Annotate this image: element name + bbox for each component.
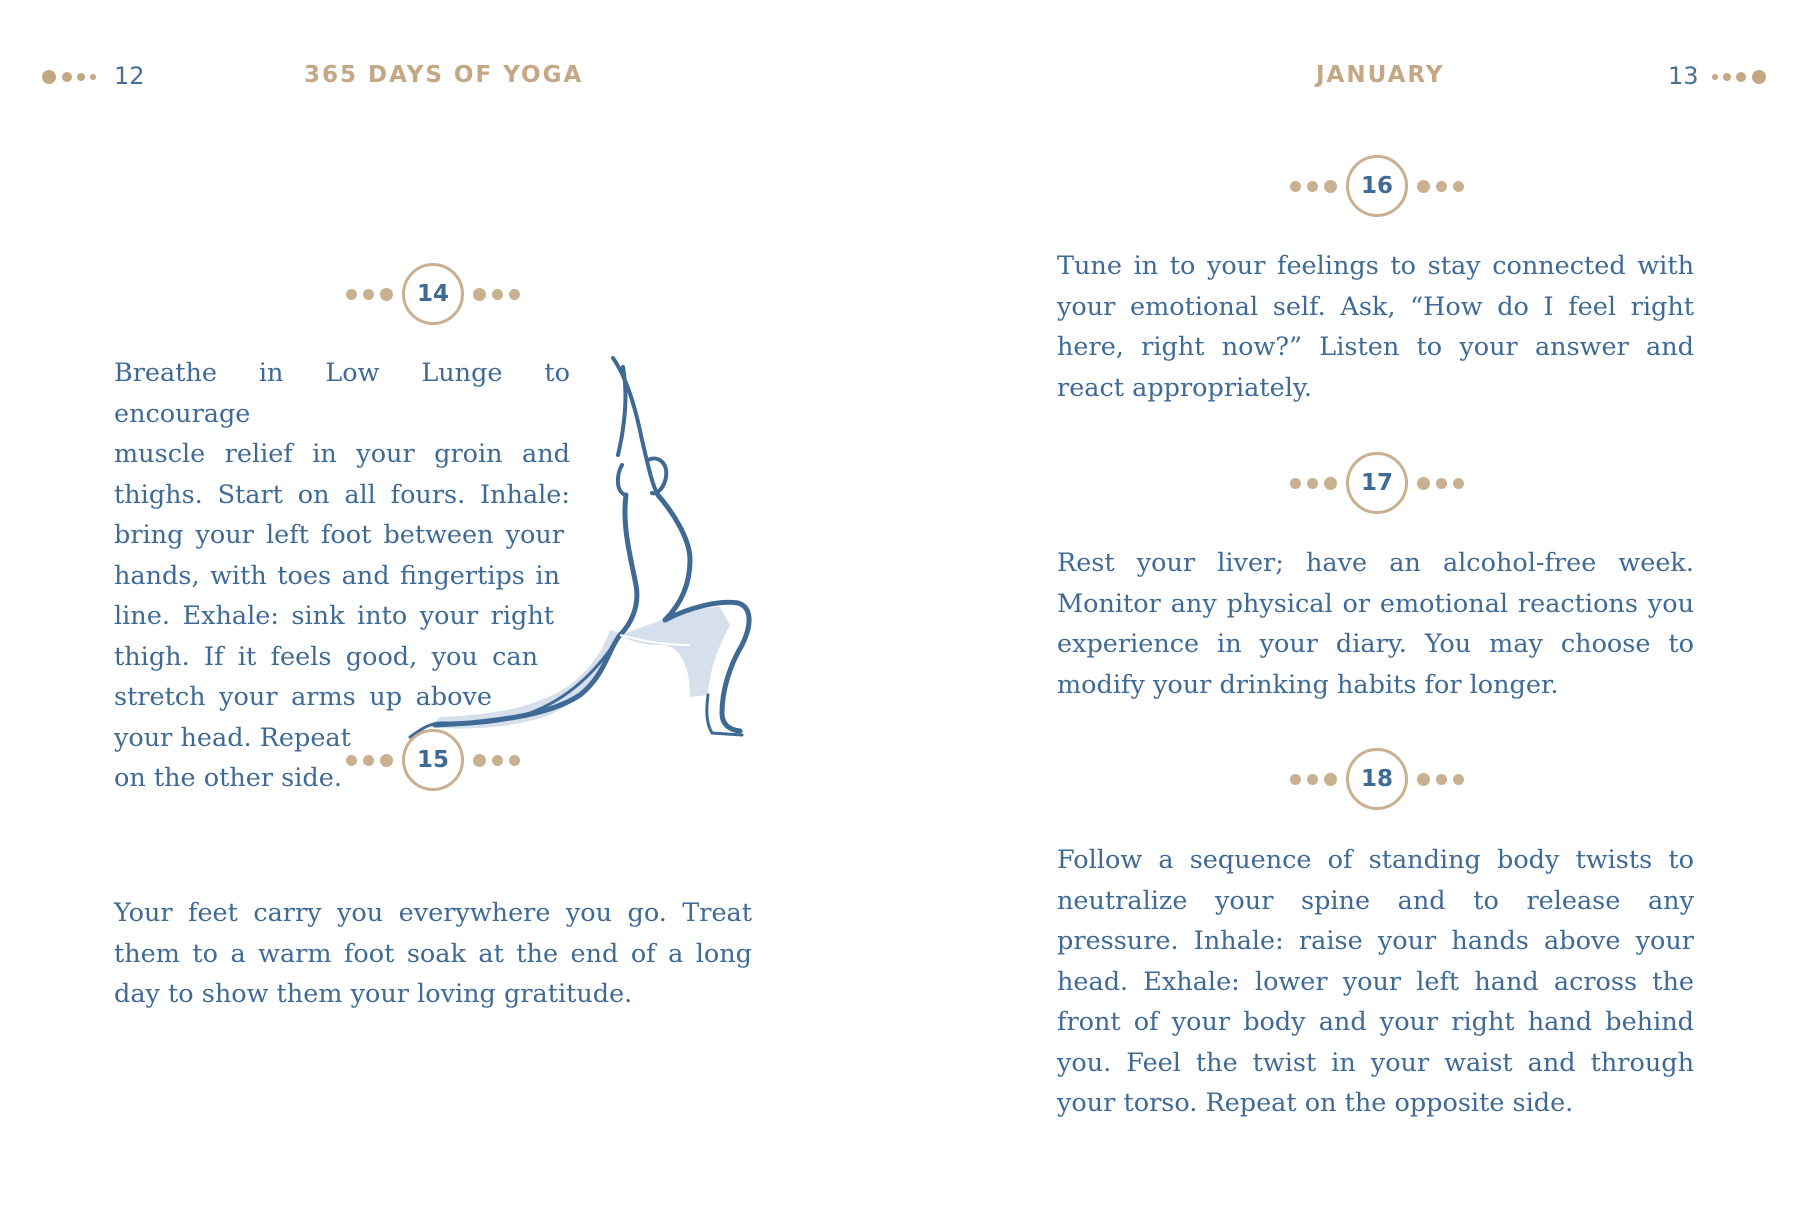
day-14-line: thigh. If it feels good, you can	[114, 641, 538, 672]
page-number-right: 13	[1668, 62, 1699, 90]
low-lunge-pose-illustration	[390, 345, 760, 745]
day-14-line: Breathe in Low Lunge to encourage	[114, 358, 570, 429]
day-16-text: Tune in to your feelings to stay connected with your emotional self. Ask, “How do I feel right here, right now?” Listen to your answer and react appropriately.	[1057, 251, 1694, 403]
day-marker-15	[338, 729, 528, 793]
running-head-right: JANUARY	[1316, 62, 1445, 88]
day-14-line: stretch your arms up above	[114, 682, 492, 712]
day-17-text: Rest your liver; have an alcohol-free week. Monitor any physical or emotional reactions you experience in your diary. You may choose to modify your drinking habits for longer.	[1057, 548, 1694, 700]
day-number-16: 16	[1346, 155, 1408, 217]
day-14-line: on the other side.	[114, 763, 342, 793]
page-number-left: 12	[114, 62, 145, 90]
day-14-line: thighs. Start on all fours. Inhale:	[114, 479, 570, 510]
day-14-line: your head. Repeat	[114, 722, 351, 753]
running-head-left: 365 DAYS OF YOGA	[304, 62, 584, 88]
header-dots-left	[42, 70, 102, 86]
day-14-line: line. Exhale: sink into your right	[114, 601, 554, 631]
day-14-line: hands, with toes and fingertips in	[114, 560, 560, 591]
day-14-line: bring your left foot between your	[114, 520, 564, 550]
right-page	[900, 0, 1800, 1231]
day-number-14: 14	[402, 263, 464, 325]
day-marker-16	[1282, 155, 1472, 219]
day-marker-17	[1282, 452, 1472, 516]
day-number-18: 18	[1346, 748, 1408, 810]
day-marker-18	[1282, 748, 1472, 812]
day-15-text: Your feet carry you everywhere you go. Treat them to a warm foot soak at the end of a long day to show them your loving gratitude.	[114, 898, 752, 1009]
day-14-line: muscle relief in your groin and	[114, 439, 570, 469]
day-number-15: 15	[402, 729, 464, 791]
day-marker-14	[338, 263, 528, 327]
day-18-text: Follow a sequence of standing body twists to neutralize your spine and to release any pressure. Inhale: raise your hands above your head. Exhale: lower your left hand across the front of your body and your right hand behind you. Feel the twist in your waist and through your torso. Repeat on the opposite side.	[1057, 845, 1694, 1118]
header-dots-right	[1712, 70, 1774, 86]
day-number-17: 17	[1346, 452, 1408, 514]
